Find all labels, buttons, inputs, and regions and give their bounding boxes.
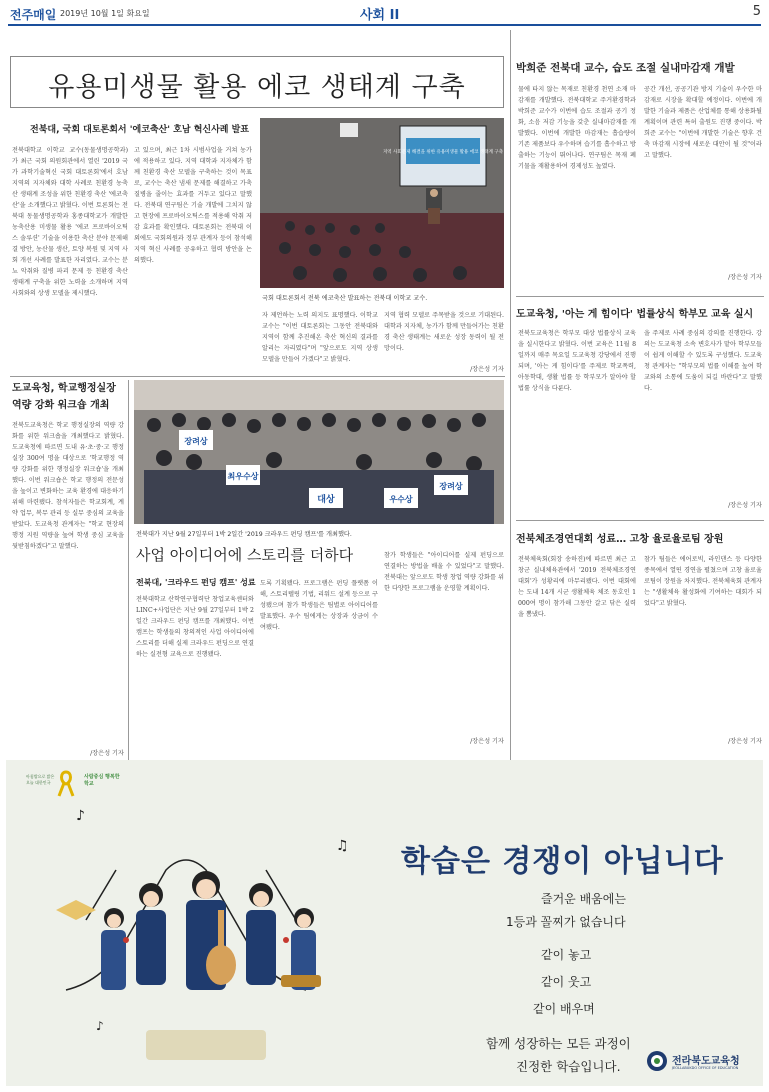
right3-col1: 전북체육회(회장 송하진)에 따르면 최근 고창군 실내체육관에서 '2019 전북체조경연대회'가 성황리에 마무리됐다. 이번 대회에는 도내 14개 시군 생활체육 체조 동호인 1000여 명이 참가해 그동안 갈고 닦은 실력을 뽐냈다. bbox=[518, 556, 636, 618]
right3-headline: 전북체조경연대회 성료… 고창 율로율로팀 장원 bbox=[516, 534, 724, 545]
photo-sign-3: 최우수상 bbox=[227, 472, 259, 481]
center2-byline: /장은성 기자 bbox=[470, 738, 504, 745]
right1-rule bbox=[516, 296, 764, 297]
main-photo-caption: 국회 대토론회서 전북 에코축산 발표하는 전북대 이학교 교수. bbox=[262, 295, 428, 302]
main-col3a: 자 제언하는 노력 의지도 표명했다. 이학교 교수는 "이번 대토론회는 그동안 전북대와 지역이 함께 추진해온 축산 혁신의 결과를 알리는 자리였다"며 "앞으로도 지역 상생 모델을 만들어 가겠다"고 밝혔다. bbox=[262, 312, 378, 363]
ad-panel bbox=[6, 760, 763, 1086]
badge-text-2: 사람중심 행복한 학교 bbox=[84, 774, 120, 787]
main-headline-box bbox=[10, 56, 504, 108]
org-name-en: JEOLLABUKDO OFFICE OF EDUCATION bbox=[672, 1066, 739, 1070]
main-photo bbox=[260, 118, 504, 288]
org-logo bbox=[646, 1044, 761, 1080]
right3-byline: /장은성 기자 bbox=[728, 738, 762, 745]
left2-divider bbox=[128, 380, 129, 760]
center2-headline: 사업 아이디어에 스토리를 더하다 bbox=[136, 546, 354, 564]
group-photo-caption: 전북대가 지난 9월 27일부터 1박 2일간 '2019 크라우드 펀딩 캠프'를 개최했다. bbox=[136, 531, 352, 538]
ad-line-2: 1등과 꼴찌가 없습니다 bbox=[506, 915, 626, 929]
right2-byline: /장은성 기자 bbox=[728, 502, 762, 509]
left2-body: 전북도교육청은 학교 행정실장의 역량 강화를 위한 워크숍을 개최했다고 밝혔다. 도교육청에 따르면 도내 유·초·중·고 행정실장 300여 명을 대상으로 '학교행정 역량 강화를 위한 행정실장 워크숍'을 개최했다. 이번 워크숍은 학교 행정의 전문성을 높이고 변화하는 교육 환경에 대응하기 위해 마련됐다. 참석자들은 학교회계, 계약 업무, 복무 관리 등 실무 중심의 교육을 받았다. 도교육청 관계자는 "학교 현장의 행정 지원 역량을 높여 학생 중심 교육을 뒷받침하겠다"고 말했다. bbox=[12, 422, 124, 550]
svg-text:♫: ♫ bbox=[336, 838, 349, 854]
badge-text-1: 아침밥으로 밝은 오늘 대한민국 bbox=[26, 774, 55, 785]
header-rule bbox=[8, 24, 761, 26]
right2-rule bbox=[516, 520, 764, 521]
ad-line-7: 진정한 학습입니다. bbox=[516, 1059, 621, 1074]
right1-headline: 박희준 전북대 교수, 습도 조절 실내마감재 개발 bbox=[516, 62, 735, 74]
newspaper-name: 전주매일 bbox=[10, 8, 57, 22]
org-name: 전라북도교육청 bbox=[672, 1056, 740, 1067]
svg-text:♪: ♪ bbox=[76, 808, 85, 824]
issue-date: 2019년 10월 1일 화요일 bbox=[60, 9, 150, 18]
students-illustration bbox=[46, 790, 366, 1082]
main-bottom-rule bbox=[10, 376, 505, 377]
center2-col1: 전북대학교 산학연구협력단 창업교육센터와 LINC+사업단은 지난 9월 27일부터 1박 2일간 크라우드 펀딩 캠프를 개최했다. 이번 캠프는 학생들의 창의적인 사업 아이디어에 스토리를 더해 실제 크라우드 펀딩으로 연결하는 실전형 교육으로 진행됐다. bbox=[136, 596, 254, 658]
photo-sign-2: 우수상 bbox=[389, 495, 413, 504]
center2-subtitle: 전북대, '크라우드 펀딩 캠프' 성료 bbox=[136, 578, 256, 587]
ad-line-5: 같이 배우며 bbox=[533, 1002, 595, 1016]
main-col1: 전북대학교 이학교 교수(동물생명공학과)가 최근 국회 의원회관에서 열린 '2019 국가 과학기술혁신 국회 대토론회'에서 호남지역의 지자체와 대학 사례로 친환경 농축산 생태계 조성을 위한 친환경 축산 '에코축산'을 소개했다고 밝혔다. 이번 토론회는 전북대 동물생명공학과 홍종대학교가 개발한 농축산용 미생물 활용 '에코 프로바이오틱스 솔루션' 기술을 이용한 축산 분야 문제해결 방안, 농산물 생산, 토양 복원 및 지역 사회 개선 사례를 발표한 자리였다. 교수는 분뇨 악취와 질병 파괴 문제 등 친환경 축산 생태계 구축을 위한 노력을 소개하며 지역 사회와의 상생 모델을 제시했다. bbox=[12, 147, 128, 297]
left2-byline: /장은성 기자 bbox=[90, 750, 124, 757]
right2-headline: 도교육청, '아는 게 힘이다' 법률상식 학부모 교육 실시 bbox=[516, 309, 754, 320]
main-col3b: 지역 협력 모델로 주목받을 것으로 기대된다. 대학과 지자체, 농가가 함께 만들어가는 친환경 축산 생태계는 새로운 성장 동력이 될 전망이다. bbox=[384, 312, 504, 352]
right2-col2: 을 주제로 사례 중심의 강의를 진행한다. 강의는 도교육청 소속 변호사가 맡아 학부모들이 쉽게 이해할 수 있도록 구성했다. 도교육청 관계자는 "학부모의 법률 이해를 높여 학교와의 소통에 도움이 되길 바란다"고 말했다. bbox=[644, 330, 762, 392]
group-photo bbox=[134, 380, 504, 524]
slide-title: 지역 사회문제 해결을 위한 유용미생물 활용 에코 생태계 구축 bbox=[382, 150, 504, 155]
main-subtitle: 전북대, 국회 대토론회서 '에코축산' 호남 혁신사례 발표 bbox=[30, 125, 249, 135]
right1-byline: /장은성 기자 bbox=[728, 274, 762, 281]
ad-line-6: 함께 성장하는 모든 과정이 bbox=[486, 1036, 631, 1051]
right3-col2: 참가 팀들은 에어로빅, 라인댄스 등 다양한 종목에서 열띤 경연을 펼쳤으며 고창 율로율로팀이 장원을 차지했다. 전북체육회 관계자는 "생활체육 활성화에 기여하는 대회가 되었다"고 밝혔다. bbox=[644, 556, 762, 607]
ad-line-4: 같이 웃고 bbox=[541, 975, 592, 989]
page-number: 5 bbox=[752, 4, 761, 19]
center2-col3: 참가 학생들은 "아이디어를 실제 펀딩으로 연결하는 방법을 배울 수 있었다"고 말했다. 전북대는 앞으로도 학생 창업 역량 강화를 위한 다양한 프로그램을 운영할 계획이다. bbox=[384, 552, 504, 592]
photo-sign-5: 장려상 bbox=[439, 482, 463, 491]
svg-text:♪: ♪ bbox=[96, 1019, 104, 1033]
photo-sign-1: 대상 bbox=[317, 495, 335, 505]
ad-line-3: 같이 놓고 bbox=[541, 948, 592, 962]
right1-col1: 물에 타지 않는 목재로 친환경 천연 소재 마감재를 개발했다. 전북대학교 주거환경학과 박희준 교수가 이번에 습도 조절과 공기 정화, 소음 저감 기능을 갖춘 실내마감재를 개발했다. 이번에 개발한 마감재는 흡습량이 기존 제품보다 우수하며 습기를 흡수하고 방출하는 기능이 뛰어나다. 연구팀은 목재 폐기물을 재활용하여 경제성도 높였다. bbox=[518, 86, 636, 170]
center2-col2: 도록 기획됐다. 프로그램은 펀딩 플랫폼 이해, 스토리텔링 기법, 리워드 설계 등으로 구성됐으며 참가 학생들은 팀별로 아이디어를 발표했다. 우수 팀에게는 상장과 상금이 수여됐다. bbox=[260, 580, 378, 631]
ad-line-1: 즐거운 배움에는 bbox=[541, 892, 626, 906]
left2-headline: 도교육청, 학교행정실장 역량 강화 워크숍 개최 bbox=[12, 383, 116, 411]
right1-col2: 공간 개선, 공공기관 방지 기술이 우수한 마감재로 시장을 확대할 예정이다. 이번에 개발한 기술과 제품은 산업체를 통해 상용화될 계획이며 관련 특허 출원도 진행 중이다. 박희준 교수는 "이번에 개발한 기술은 향후 건축 마감재 시장에 새로운 대안이 될 것"이라고 말했다. bbox=[644, 86, 762, 159]
right2-col1: 전북도교육청은 학부모 대상 법률상식 교육을 실시한다고 밝혔다. 이번 교육은 11월 8일까지 매주 목요일 도교육청 강당에서 진행되며, '아는 게 힘이다'를 주제로 학교폭력, 아동학대, 생활 법률 등 학부모가 알아야 할 법률 상식을 다룬다. bbox=[518, 330, 636, 392]
section-title: 사회 II bbox=[360, 8, 400, 23]
main-headline: 유용미생물 활용 에코 생태계 구축 bbox=[48, 72, 466, 103]
org-emblem-icon bbox=[646, 1050, 668, 1072]
photo-sign-4: 장려상 bbox=[184, 437, 208, 446]
main-col2: 고 있으며, 최근 1차 시범사업을 거쳐 농가에 적용하고 있다. 지역 대학과 지자체가 함께 친환경 축산 모델을 구축하는 것이 목표로, 교수는 축산 냄새 문제를 해결하고 가축 질병을 줄이는 효과를 거두고 있다고 말했다. 전북대 연구팀은 기술 개발에 그치지 않고 현장에 프로바이오틱스를 적용해 악취 저감 효과를 확인했다. 대토론회는 전북대 이외에도 국회의원과 정부 관계자 등이 참석해 지역 혁신 사례를 공유하고 협력 방안을 논의했다. bbox=[134, 147, 252, 264]
ad-headline: 학습은 경쟁이 아닙니다 bbox=[401, 844, 724, 879]
main-byline: /장은성 기자 bbox=[470, 366, 504, 373]
